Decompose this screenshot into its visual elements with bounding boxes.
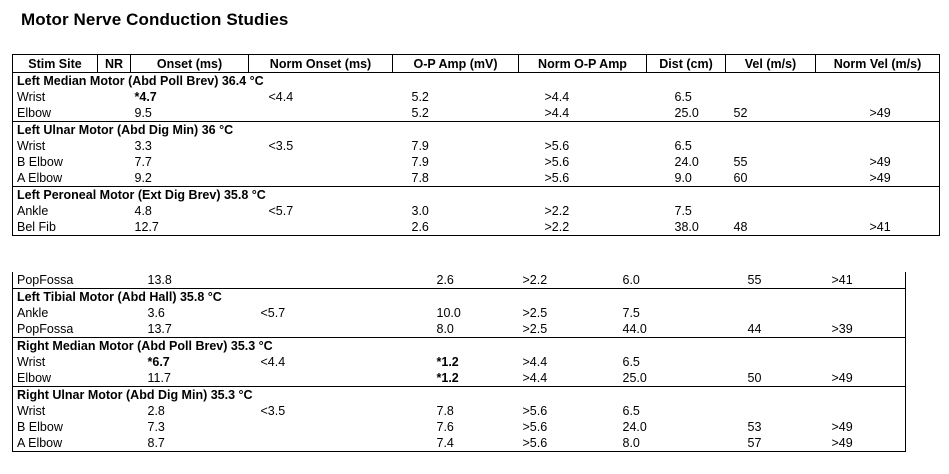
table-cell: >5.6 <box>544 139 570 153</box>
table-cell: PopFossa <box>13 272 144 289</box>
table-cell: 57 <box>718 435 808 452</box>
table-row <box>13 305 906 321</box>
table-row <box>13 138 940 154</box>
table-cell: 7.9 <box>411 155 429 169</box>
table-cell <box>257 419 391 435</box>
table-cell <box>808 354 906 370</box>
table-cell <box>808 305 906 321</box>
table-cell <box>98 154 131 170</box>
table-row <box>13 154 940 170</box>
table-cell: A Elbow <box>13 435 144 452</box>
table-cell: 6.5 <box>674 90 692 104</box>
table-cell: Wrist <box>13 138 98 154</box>
table-cell <box>249 105 393 122</box>
table-cell: 8.0 <box>391 321 503 338</box>
table-cell: >49 <box>816 154 940 170</box>
table-cell <box>816 203 940 219</box>
section-heading: Left Median Motor (Abd Poll Brev) 36.4 °C <box>13 73 940 90</box>
header-stim-site: Stim Site <box>13 55 98 73</box>
table-cell <box>98 170 131 187</box>
table-cell <box>718 403 808 419</box>
table-cell: <5.7 <box>268 204 294 218</box>
section-heading-row <box>13 73 940 90</box>
table-cell: >5.6 <box>503 435 611 452</box>
header-op-amp: O-P Amp (mV) <box>393 55 519 73</box>
table-cell: 12.7 <box>131 219 249 236</box>
table-cell <box>98 219 131 236</box>
table-cell: 52 <box>726 105 816 122</box>
table-cell: 53 <box>747 420 762 434</box>
header-norm-op-amp: Norm O-P Amp <box>519 55 647 73</box>
table-cell <box>808 403 906 419</box>
table-row <box>13 170 940 187</box>
table-cell: 5.2 <box>393 105 519 122</box>
table-cell <box>98 203 131 219</box>
table-body <box>13 272 906 452</box>
table-cell <box>816 138 940 154</box>
header-vel: Vel (m/s) <box>726 55 816 73</box>
table-cell: 5.2 <box>411 90 429 104</box>
table-cell: >5.6 <box>522 404 548 418</box>
header-dist: Dist (cm) <box>647 55 726 73</box>
table-cell: 7.5 <box>674 204 692 218</box>
table-cell: 2.6 <box>393 219 519 236</box>
table-cell: 9.2 <box>131 170 249 187</box>
table-cell <box>98 105 131 122</box>
table-row <box>13 105 940 122</box>
table-cell: B Elbow <box>13 154 98 170</box>
table-cell: Elbow <box>13 370 144 387</box>
table-cell: 44.0 <box>611 321 718 338</box>
table-cell: 48 <box>726 219 816 236</box>
table-row <box>13 219 940 236</box>
table-cell <box>257 272 391 289</box>
table-row <box>13 354 906 370</box>
table-cell: 55 <box>718 272 808 289</box>
table-cell: >2.2 <box>503 272 611 289</box>
table-cell <box>98 89 131 105</box>
table-cell: 8.0 <box>611 435 718 452</box>
table-cell <box>257 321 391 338</box>
section-heading-row <box>13 187 940 204</box>
table-cell: <4.4 <box>268 90 294 104</box>
table-cell: 3.3 <box>134 139 152 153</box>
table-cell: >2.5 <box>503 321 611 338</box>
table-cell: >4.4 <box>544 90 570 104</box>
table-row <box>13 272 906 289</box>
section-heading: Left Tibial Motor (Abd Hall) 35.8 °C <box>13 289 906 306</box>
section-heading: Right Median Motor (Abd Poll Brev) 35.3 °C <box>13 338 906 355</box>
header-norm-vel: Norm Vel (m/s) <box>816 55 940 73</box>
table-cell: >41 <box>816 219 940 236</box>
table-cell: 7.8 <box>436 404 454 418</box>
table-cell: 24.0 <box>622 420 647 434</box>
table-row <box>13 203 940 219</box>
table-cell: A Elbow <box>13 170 98 187</box>
table-cell: >5.6 <box>522 420 548 434</box>
table-cell: >49 <box>808 435 906 452</box>
table-row <box>13 403 906 419</box>
table-cell: 2.6 <box>391 272 503 289</box>
table-cell: 7.4 <box>391 435 503 452</box>
table-cell: 7.5 <box>622 306 640 320</box>
table-cell: >2.5 <box>522 306 548 320</box>
table-cell <box>726 138 816 154</box>
table-cell <box>257 435 391 452</box>
table-cell: >49 <box>816 105 940 122</box>
table-body <box>13 73 940 236</box>
table-row <box>13 89 940 105</box>
section-heading-row <box>13 122 940 139</box>
table-cell: <3.5 <box>268 139 294 153</box>
section-heading: Right Ulnar Motor (Abd Dig Min) 35.3 °C <box>13 387 906 404</box>
header-norm-onset: Norm Onset (ms) <box>249 55 393 73</box>
conduction-table-part-1 <box>12 54 940 236</box>
table-cell: 6.5 <box>622 355 640 369</box>
table-cell <box>718 354 808 370</box>
section-heading-row <box>13 387 906 404</box>
section-heading: Left Peroneal Motor (Ext Dig Brev) 35.8 °C <box>13 187 940 204</box>
table-cell: 4.8 <box>134 204 152 218</box>
table-cell <box>726 203 816 219</box>
table-cell <box>816 89 940 105</box>
table-cell: 44 <box>718 321 808 338</box>
table-cell: Wrist <box>13 354 144 370</box>
table-cell: >2.2 <box>544 204 570 218</box>
table-cell: >39 <box>808 321 906 338</box>
table-cell: B Elbow <box>13 419 144 435</box>
table-cell: >49 <box>808 370 906 387</box>
table-cell: 50 <box>718 370 808 387</box>
table-cell: 11.7 <box>144 370 257 387</box>
header-nr: NR <box>98 55 131 73</box>
table-row <box>13 419 906 435</box>
conduction-table-part-2 <box>12 272 906 452</box>
table-cell: 6.5 <box>622 404 640 418</box>
table-cell: 3.6 <box>147 306 165 320</box>
table-cell <box>249 170 393 187</box>
table-header-row <box>13 55 940 73</box>
table-cell: >49 <box>808 419 906 435</box>
table-cell: 25.0 <box>611 370 718 387</box>
table-cell: 7.6 <box>436 420 454 434</box>
table-cell: 7.7 <box>134 155 152 169</box>
section-heading-row <box>13 289 906 306</box>
table-cell <box>249 154 393 170</box>
table-cell: 7.3 <box>147 420 165 434</box>
table-cell: Wrist <box>13 403 144 419</box>
table-cell: >49 <box>816 170 940 187</box>
table-cell: 9.0 <box>647 170 726 187</box>
table-cell: Elbow <box>13 105 98 122</box>
table-cell: 13.7 <box>144 321 257 338</box>
page-title: Motor Nerve Conduction Studies <box>21 10 289 29</box>
section-heading-row <box>13 338 906 355</box>
table-cell: <3.5 <box>260 404 286 418</box>
table-cell: Bel Fib <box>13 219 98 236</box>
table-cell: 8.7 <box>144 435 257 452</box>
table-cell: >41 <box>808 272 906 289</box>
table-row <box>13 435 906 452</box>
table-cell: 38.0 <box>647 219 726 236</box>
table-cell: 2.8 <box>147 404 165 418</box>
table-cell: >5.6 <box>544 155 570 169</box>
table-row <box>13 321 906 338</box>
table-cell: Wrist <box>13 89 98 105</box>
table-cell: 10.0 <box>436 306 461 320</box>
header-onset: Onset (ms) <box>131 55 249 73</box>
table-cell <box>718 305 808 321</box>
section-heading: Left Ulnar Motor (Abd Dig Min) 36 °C <box>13 122 940 139</box>
table-cell: <5.7 <box>260 306 286 320</box>
table-cell: *4.7 <box>134 90 157 104</box>
table-cell: *6.7 <box>147 355 170 369</box>
table-cell: <4.4 <box>260 355 286 369</box>
table-cell <box>257 370 391 387</box>
table-cell: 7.8 <box>393 170 519 187</box>
table-cell: 6.5 <box>674 139 692 153</box>
table-cell: *1.2 <box>391 370 503 387</box>
table-cell: 13.8 <box>144 272 257 289</box>
table-cell <box>249 219 393 236</box>
table-cell: Ankle <box>13 305 144 321</box>
table-cell: >4.4 <box>503 370 611 387</box>
table-cell: >5.6 <box>519 170 647 187</box>
table-cell: 24.0 <box>674 155 699 169</box>
table-row <box>13 370 906 387</box>
table-cell: *1.2 <box>436 355 459 369</box>
table-cell: 6.0 <box>611 272 718 289</box>
table-cell: 60 <box>726 170 816 187</box>
table-cell: 7.9 <box>411 139 429 153</box>
table-cell <box>98 138 131 154</box>
table-cell: 25.0 <box>647 105 726 122</box>
table-cell: Ankle <box>13 203 98 219</box>
table-cell <box>726 89 816 105</box>
table-cell: 3.0 <box>411 204 429 218</box>
table-cell: >4.4 <box>522 355 548 369</box>
table-cell: 9.5 <box>131 105 249 122</box>
table-cell: >4.4 <box>519 105 647 122</box>
table-cell: >2.2 <box>519 219 647 236</box>
table-cell: PopFossa <box>13 321 144 338</box>
table-cell: 55 <box>733 155 748 169</box>
